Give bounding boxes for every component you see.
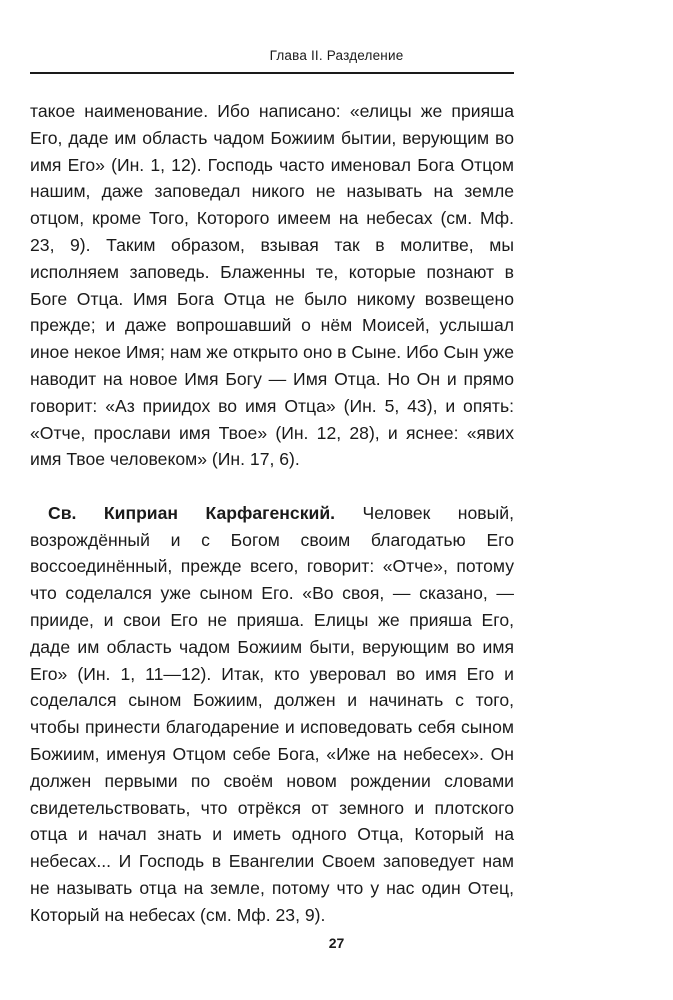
- running-header: Глава II. Разделение: [269, 48, 404, 63]
- page-body: [30, 98, 514, 929]
- paragraph-text: Человек новый, возрождённый и с Богом своим благодатью Его воссоединённый, прежде всего, говорит: «Отче», потому что соделался уже сыном Его. «Во своя, — сказано, — прииде, и свои Его не прияша. Елицы же прияша Его, даде им область чадом Божиим быти, верующим во имя Его» (Ин. 1, 11—12). Итак, кто уверовал во имя Его и соделался сыном Божиим, должен и начинать с того, чтобы принести благодарение и исповедовать себя сыном Божиим, именуя Отцом себе Бога, «Иже на небесех». Он должен первыми по своём новом рождении словами свидетельствовать, что отрёкся от земного и плотского отца и начал знать и иметь одного Отца, Который на небесах... И Господь в Евангелии Своем заповедует нам не называть отца на земле, потому что у нас один Отец, Который на небесах (см. Мф. 23, 9).: [30, 502, 515, 925]
- page-number: 27: [328, 935, 345, 951]
- author-name: Св. Киприан Карфагенский.: [48, 502, 336, 523]
- paragraph-continuation: такое наименование. Ибо написано: «елицы же прияша Его, даде им область чадом Божиим бытии, верующим во имя Его» (Ин. 1, 12). Господь часто именовал Бога Отцом нашим, даже заповедал никого не называть на земле отцом, кроме Того, Которого имеем на небесах (см. Мф. 23, 9). Таким образом, взывая так в молитве, мы исполняем заповедь. Блаженны те, которые познают в Боге Отца. Имя Бога Отца не было никому возвещено прежде; и даже вопрошавший о нём Моисей, услышал иное некое Имя; нам же открыто оно в Сыне. Ибо Сын уже наводит на новое Имя Богу — Имя Отца. Но Он и прямо говорит: «Аз приидох во имя Отца» (Ин. 5, 43), и опять: «Отче, прослави имя Твое» (Ин. 12, 28), и яснее: «явих имя Твое человеком» (Ин. 17, 6).: [30, 101, 514, 470]
- paragraph-cyprian: [30, 500, 514, 929]
- header-rule: [30, 72, 514, 74]
